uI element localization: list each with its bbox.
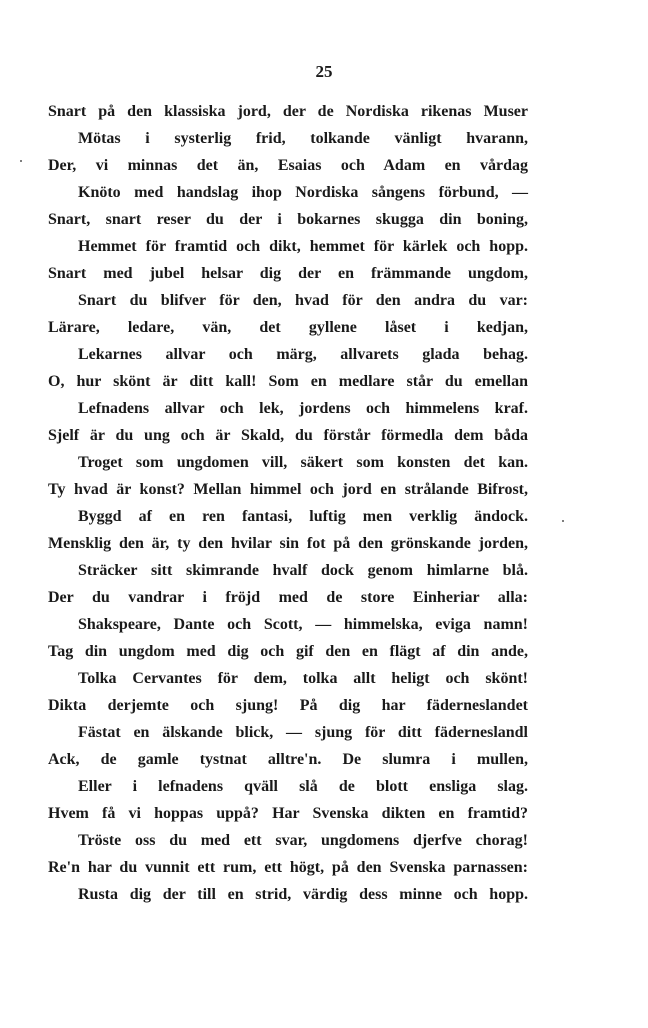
poem-line: Mensklig den är, ty den hvilar sin fot på den grönskande jorden,: [48, 535, 528, 552]
poem-line: Dikta derjemte och sjung! På dig har fäderneslandet: [48, 697, 528, 714]
paper-speck: [20, 160, 22, 162]
poem-line: Lekarnes allvar och märg, allvarets glada behag.: [78, 346, 528, 363]
poem-line: Snart med jubel helsar dig der en främmande ungdom,: [48, 265, 528, 282]
poem-line: Tag din ungdom med dig och gif den en flägt af din ande,: [48, 643, 528, 660]
poem-line: Sjelf är du ung och är Skald, du förstår förmedla dem båda: [48, 427, 528, 444]
poem-line: Tröste oss du med ett svar, ungdomens djerfve chorag!: [78, 832, 528, 849]
poem-line: Lärare, ledare, vän, det gyllene låset i kedjan,: [48, 319, 528, 336]
poem-line: Eller i lefnadens qväll slå de blott ensliga slag.: [78, 778, 528, 795]
poem-line: Sträcker sitt skimrande hvalf dock genom himlarne blå.: [78, 562, 528, 579]
poem-line: Lefnadens allvar och lek, jordens och himmelens kraf.: [78, 400, 528, 417]
poem-line: Fästat en älskande blick, — sjung för ditt fäderneslandl: [78, 724, 528, 741]
poem-body: [48, 98, 528, 908]
poem-line: Ty hvad är konst? Mellan himmel och jord en strålande Bifrost,: [48, 481, 528, 498]
page-number: 25: [315, 62, 333, 81]
poem-line: Der du vandrar i fröjd med de store Einheriar alla:: [48, 589, 528, 606]
poem-line: Mötas i systerlig frid, tolkande vänligt hvarann,: [78, 130, 528, 147]
poem-line: Knöto med handslag ihop Nordiska sångens förbund, —: [78, 184, 528, 201]
poem-line: Shakspeare, Dante och Scott, — himmelska, eviga namn!: [78, 616, 528, 633]
poem-line: O, hur skönt är ditt kall! Som en medlare står du emellan: [48, 373, 528, 390]
poem-line: Der, vi minnas det än, Esaias och Adam en vårdag: [48, 157, 528, 174]
poem-line: Hvem få vi hoppas uppå? Har Svenska dikten en framtid?: [48, 805, 528, 822]
poem-line: Snart du blifver för den, hvad för den andra du var:: [78, 292, 528, 309]
poem-line: Byggd af en ren fantasi, luftig men verklig ändock.: [78, 508, 528, 525]
poem-line: Hemmet för framtid och dikt, hemmet för kärlek och hopp.: [78, 238, 528, 255]
poem-line: Rusta dig der till en strid, värdig dess minne och hopp.: [78, 886, 528, 903]
poem-line: Re'n har du vunnit ett rum, ett högt, på den Svenska parnassen:: [48, 859, 528, 876]
poem-line: Snart på den klassiska jord, der de Nordiska rikenas Muser: [48, 103, 528, 120]
poem-line: Snart, snart reser du der i bokarnes skugga din boning,: [48, 211, 528, 228]
poem-line: Ack, de gamle tystnat alltre'n. De slumra i mullen,: [48, 751, 528, 768]
paper-speck: [562, 520, 564, 522]
poem-line: Troget som ungdomen vill, säkert som konsten det kan.: [78, 454, 528, 471]
poem-line: Tolka Cervantes för dem, tolka allt heligt och skönt!: [78, 670, 528, 687]
